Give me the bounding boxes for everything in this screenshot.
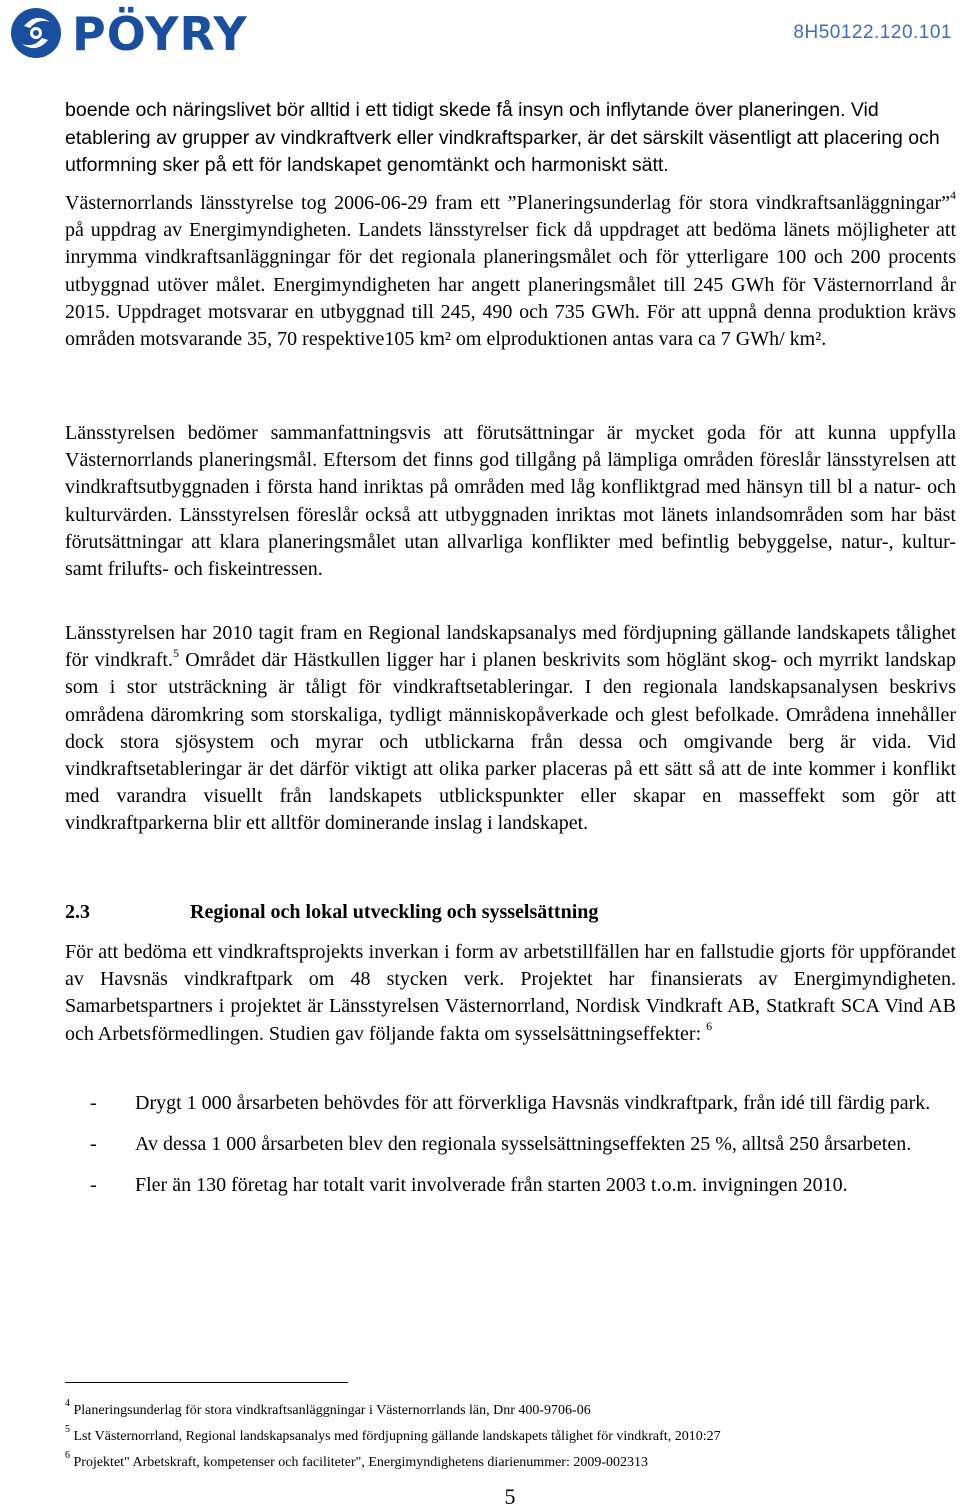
list-item <box>90 1172 956 1199</box>
footnote-4: $^4$ Planeringsunderlag för stora vindkraftsanläggningar i Västernorrlands län, Dnr 400-9706-06 <box>65 1398 591 1418</box>
footnotes <box>65 1398 956 1476</box>
paragraph-planning-influence: boende och näringslivet bör alltid i ett tidigt skede få insyn och inflytande över planeringen. Vid etablering av grupper av vindkraftverk eller vindkraftsparker, är det särskilt väsentligt att placering och utformning sker på ett för landskapet genomtänkt och harmoniskt sätt. <box>65 99 940 176</box>
poyry-swirl-logo-icon <box>8 4 66 62</box>
para2-production: För att uppnå denna produktion krävs områden motsvarande 35, 70 respektive105 km² om elproduktionen antas vara ca 7 GWh/ km². <box>65 300 956 351</box>
document-id: 8H50122.120.101 <box>793 22 952 43</box>
footnote-ref-5: 5 <box>172 645 179 660</box>
list-item <box>90 1090 956 1117</box>
paragraph-lansstyrelse-planning <box>65 190 956 353</box>
list-item-text: Av dessa 1 000 årsarbeten blev den regionala sysselsättningseffekten 25 %, alltså 250 årsarbeten. <box>135 1133 912 1156</box>
employment-facts-list <box>90 1090 956 1214</box>
para2-body: på uppdrag av Energimyndigheten. Landets länsstyrelser fick då uppdraget att bedöma länets möjligheter att inrymma vindkraftsanläggningar för det regionala planeringsmålet och för ytterligare 100 och 200 procents utbyggnad utöver målet. Energimyndigheten har angett planeringsmålet till 245 GWh för Västernorrland år 2015. Uppdraget motsvarar en utbyggnad till 245, 490 och 735 GWh. <box>65 219 956 323</box>
para4-body: Området där Hästkullen ligger har i planen beskrivits som höglänt skog- och myrrikt landskap som i stor utsträckning är tåligt för vindkraftsetableringar. I den regionala landskapsanalysen beskrivs områdena däromkring som storskaliga, tydligt människopåverkade och glest befolkade. Områdena innehåller dock stora sjösystem och myrar och utblickarna från dessa och omgivande berg är vida. Vid vindkraftsetableringar är det därför viktigt att olika parker placeras på ett sätt så att de inte kommer i konflikt med varandra visuellt från landskapets utblickspunkter eller skapar en masseffekt som gör att vindkraftparkerna blir ett alltför dominerande inslag i landskapet. <box>65 649 956 835</box>
section-heading <box>65 901 598 924</box>
company-logo <box>8 4 308 60</box>
footnote-5: $^5$ Lst Västernorrland, Regional landskapsanalys med fördjupning gällande landskapets tålighet för vindkraft, 2010:27 <box>65 1424 721 1444</box>
section-number: 2.3 <box>65 901 90 923</box>
list-item-text: Drygt 1 000 årsarbeten behövdes för att förverkliga Havsnäs vindkraftpark, från idé till färdig park. <box>135 1092 931 1114</box>
page-number: 5 <box>504 1484 516 1509</box>
para2-intro: Västernorrlands länsstyrelse tog 2006-06-29 fram ett ”Planeringsunderlag för stora vindkraftsanläggningar” <box>65 192 950 214</box>
logo-wordmark: PÖYRY <box>72 7 248 61</box>
footnote-6: $^6$ Projektet" Arbetskraft, kompetenser och faciliteter", Energimyndighetens diarienummer: 2009-002313 <box>65 1450 649 1470</box>
footnote-ref-6: 6 <box>706 1018 713 1033</box>
section-title: Regional och lokal utveckling och sysselsättning <box>190 901 599 923</box>
list-dash: - <box>90 1174 97 1197</box>
list-item <box>90 1131 956 1158</box>
list-dash: - <box>90 1092 97 1114</box>
footnote-ref-4: 4 <box>950 188 956 203</box>
list-dash: - <box>90 1133 97 1156</box>
paragraph-employment-study <box>65 939 956 1048</box>
para5-text: För att bedöma ett vindkraftsprojekts inverkan i form av arbetstillfällen har en fallstudie gjorts för uppförandet av Havsnäs vindkraftpark om 48 stycken verk. Projektet har finansierats av Energimyndigheten. Samarbetspartners i projektet är Länsstyrelsen Västernorrland, Nordisk Vindkraft AB, Statkraft SCA Vind AB och Arbetsförmedlingen. Studien gav följande fakta om sysselsättningseffekter: <box>65 941 956 1045</box>
footnote-divider <box>65 1382 348 1383</box>
list-item-text: Fler än 130 företag har totalt varit involverade från starten 2003 t.o.m. invigningen 2010. <box>135 1174 848 1197</box>
para4-intro: Länsstyrelsen har 2010 tagit fram en Regional landskapsanalys med fördjupning gällande landskapets tålighet för vindkraft. <box>65 622 956 672</box>
paragraph-landscape-analysis <box>65 620 956 838</box>
paragraph-assessment-summary: Länsstyrelsen bedömer sammanfattningsvis att förutsättningar är mycket goda för att kunna uppfylla Västernorrlands planeringsmål. Eftersom det finns god tillgång på lämpliga områden föreslår länsstyrelsen att vindkraftsutbyggnaden i första hand inriktas på områden med låg konfliktgrad med hänsyn till bl a natur- och kulturvärden. Länsstyrelsen föreslår också att utbyggnaden inriktas mot länets inlandsområden som har bäst förutsättningar att klara planeringsmålet utan allvarliga konflikter med befintlig bebyggelse, natur-, kultur- samt frilufts- och fiskeintressen. <box>65 422 956 581</box>
